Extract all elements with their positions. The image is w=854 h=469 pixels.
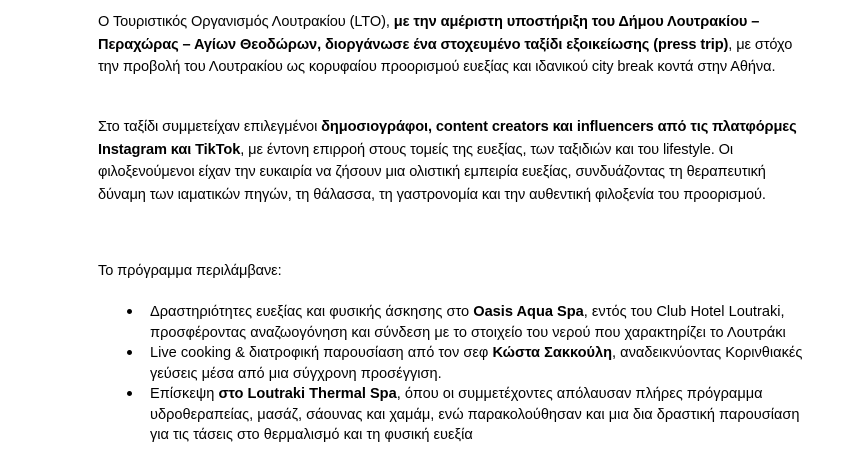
program-heading: Το πρόγραμμα περιλάμβανε:: [98, 263, 282, 279]
program-list: [126, 302, 806, 446]
intro-bold-text: με την αμέριστη υποστήριξη του Δήμου Λουτρακίου – Περαχώρας – Αγίων Θεοδώρων, διοργάνωσε ένα στοχευμένο ταξίδι εξοικείωσης (press trip): [98, 14, 760, 53]
list-item-text-start: Επίσκεψη: [150, 386, 219, 402]
list-item-text-start: Live cooking & διατροφική παρουσίαση από τον σεφ: [150, 345, 493, 361]
list-item-bold-text: Oasis Aqua Spa: [473, 304, 584, 320]
participants-bold-text: δημοσιογράφοι, content creators και influencers από τις πλατφόρμες Instagram και TikTok: [98, 119, 797, 158]
bullet-icon: [127, 350, 132, 355]
participants-text-start: Στο ταξίδι συμμετείχαν επιλεγμένοι: [98, 119, 322, 135]
list-item-bold-text: Κώστα Σακκούλη: [492, 345, 613, 361]
intro-paragraph: [98, 11, 798, 79]
list-item: [126, 302, 806, 343]
participants-text-end: , με έντονη επιρροή στους τομείς της ευεξίας, των ταξιδιών και του lifestyle. Οι φιλοξενούμενοι είχαν την ευκαιρία να ζήσουν μια ολιστική εμπειρία ευεξίας, συνδυάζοντας τη θεραπευτική δύναμη των ιαματικών πηγών, τη θάλασσα, τη γαστρονομία και την αυθεντική φιλοξενία του προορισμού.: [98, 141, 766, 203]
intro-text-start: Ο Τουριστικός Οργανισμός Λουτρακίου (LTO),: [98, 14, 394, 30]
list-item-text-end: , αναδεικνύοντας Κορινθιακές γεύσεις μέσα από μια σύγχρονη προσέγγιση.: [150, 345, 803, 382]
list-item: [126, 384, 806, 446]
bullet-icon: [127, 309, 132, 314]
list-item-bold-text: στο Loutraki Thermal Spa: [218, 386, 397, 402]
bullet-icon: [127, 391, 132, 396]
list-item-text-start: Δραστηριότητες ευεξίας και φυσικής άσκησης στο: [150, 304, 474, 320]
intro-text-end: , με στόχο την προβολή του Λουτρακίου ως κορυφαίου προορισμού ευεξίας και ιδανικού city break κοντά στην Αθήνα.: [98, 36, 793, 75]
participants-paragraph: [98, 116, 798, 206]
list-item: [126, 343, 806, 384]
list-item-text-end: , όπου οι συμμετέχοντες απόλαυσαν πλήρες πρόγραμμα υδροθεραπείας, μασάζ, σάουνας και χαμάμ, ενώ παρακολούθησαν και μια δια δραστική παρουσίαση για τις τάσεις στο θερμαλισμό και τη φυσική ευεξία: [150, 386, 800, 443]
list-item-text-end: , εντός του Club Hotel Loutraki, προσφέροντας αναζωογόνηση και σύνδεση με το στοιχείο του νερού που χαρακτηρίζει το Λουτράκι: [150, 304, 786, 341]
